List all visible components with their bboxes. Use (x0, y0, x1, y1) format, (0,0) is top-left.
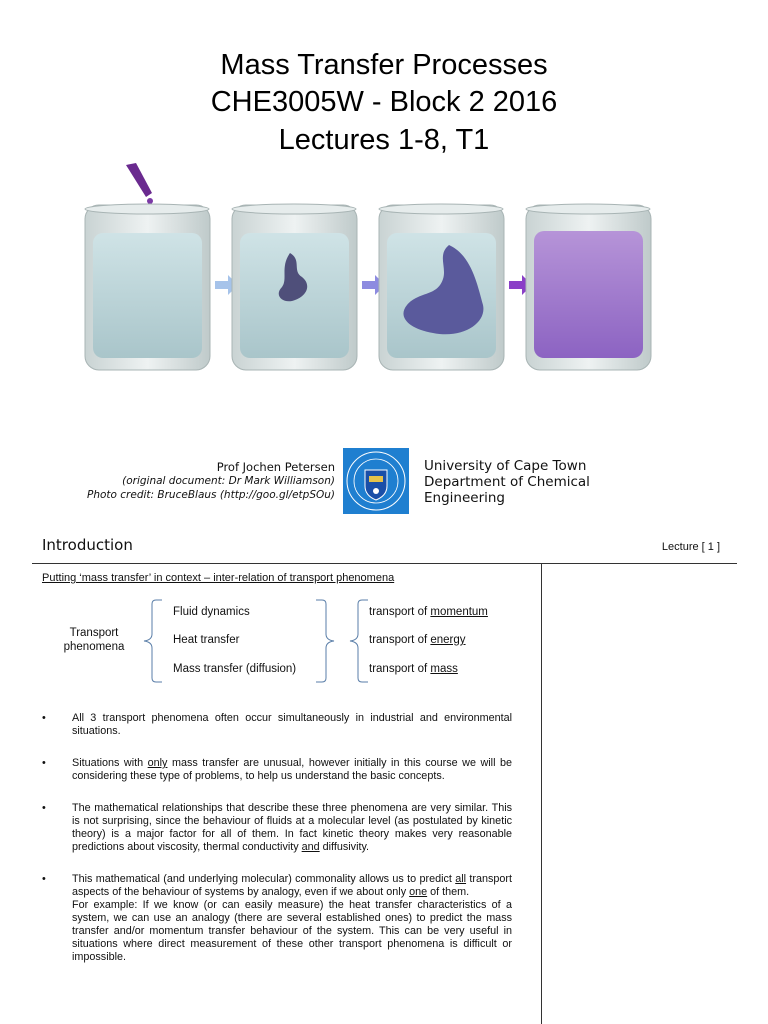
university-name: University of Cape Town (424, 458, 587, 474)
diagram-result-prefix: transport of (369, 663, 428, 675)
bullet-item (42, 802, 512, 854)
bullet-text: This mathematical (and underlying molecular) commonality allows us to predict (72, 873, 456, 885)
bullet-text: mass transfer are unusual, however initially in this course we will be considering these type of problems, to help us understand the basic concepts. (72, 757, 512, 782)
bullet-emphasis: and (301, 841, 320, 853)
bullet-emphasis: all (455, 873, 467, 885)
bullet-paragraph: For example: If we know (or can easily measure) the heat transfer characteristics of a system, we can use an analogy (there are several established ones) to predict the mass transfer and/or momentum transfer behaviour of the system. This can be very useful in situations where direct measurement of these other transport phenomena is difficult or impossible. (72, 899, 512, 963)
bullet-item (42, 873, 512, 964)
department-line-1: Department of Chemical (424, 474, 590, 490)
bullet-text: diffusivity. (319, 841, 370, 853)
diagram-result-energy (369, 634, 466, 646)
diagram-result-mass (369, 663, 458, 675)
bullet-marker: • (42, 802, 46, 814)
margin-rule (541, 564, 542, 1024)
bullet-emphasis: one (409, 886, 428, 898)
beaker-4 (526, 204, 651, 370)
bullet-text: The mathematical relationships that describe these three phenomena are very similar. This is not surprising, since the behaviour of fluids at a molecular level (as postulated by kinetic theory) is a major factor for all of them. In fact kinetic theory makes very reasonable predictions about viscosity, thermal conductivity (72, 802, 512, 853)
bullet-marker: • (42, 757, 46, 769)
beaker-3 (379, 204, 504, 370)
bullet-text: Situations with (72, 757, 148, 769)
original-document-credit: (original document: Dr Mark Williamson) (122, 475, 335, 487)
bullet-emphasis: only (147, 757, 168, 769)
bullet-marker: • (42, 873, 46, 885)
diagram-quantity-mass: mass (430, 663, 458, 675)
dropper-icon (126, 163, 153, 204)
title-line-1: Mass Transfer Processes (220, 49, 548, 81)
uct-crest-logo (343, 448, 409, 514)
credits-block (60, 460, 335, 502)
section-title: Introduction (42, 536, 133, 554)
bullet-text: of them. (427, 886, 470, 898)
bullet-marker: • (42, 712, 46, 724)
header-rule (32, 563, 737, 564)
lecture-tag: Lecture [ 1 ] (661, 541, 720, 553)
title-line-2: CHE3005W - Block 2 2016 (210, 86, 558, 118)
department-line-2: Engineering (424, 490, 505, 506)
diagram-root (50, 626, 138, 654)
diagram-item-heat-transfer: Heat transfer (173, 634, 240, 646)
bullet-list (42, 712, 512, 983)
university-block (424, 458, 590, 506)
diagram-root-line-1: Transport (69, 627, 119, 639)
beaker-1 (85, 204, 210, 370)
author-name: Prof Jochen Petersen (216, 460, 335, 474)
diagram-result-prefix: transport of (369, 606, 428, 618)
diagram-quantity-momentum: momentum (430, 606, 488, 618)
diagram-result-prefix: transport of (369, 634, 428, 646)
diagram-root-line-2: phenomena (63, 641, 125, 653)
photo-credit: Photo credit: BruceBlaus (http://goo.gl/etpSOu) (87, 489, 335, 501)
diagram-result-momentum (369, 606, 488, 618)
bullet-item (42, 712, 512, 738)
subheading: Putting ‘mass transfer’ in context – inter-relation of transport phenomena (42, 572, 395, 584)
bullet-text: All 3 transport phenomena often occur simultaneously in industrial and environmental situations. (72, 712, 512, 737)
diagram-item-mass-transfer: Mass transfer (diffusion) (173, 663, 297, 675)
bullet-text: transport aspects of the behaviour of systems by analogy, even if we about only (72, 873, 512, 898)
title-line-3: Lectures 1-8, T1 (278, 124, 490, 156)
beaker-2 (232, 204, 357, 370)
diagram-quantity-energy: energy (430, 634, 466, 646)
bullet-item (42, 757, 512, 783)
diagram-item-fluid-dynamics: Fluid dynamics (173, 606, 250, 618)
diffusion-beakers-illustration (60, 155, 710, 380)
